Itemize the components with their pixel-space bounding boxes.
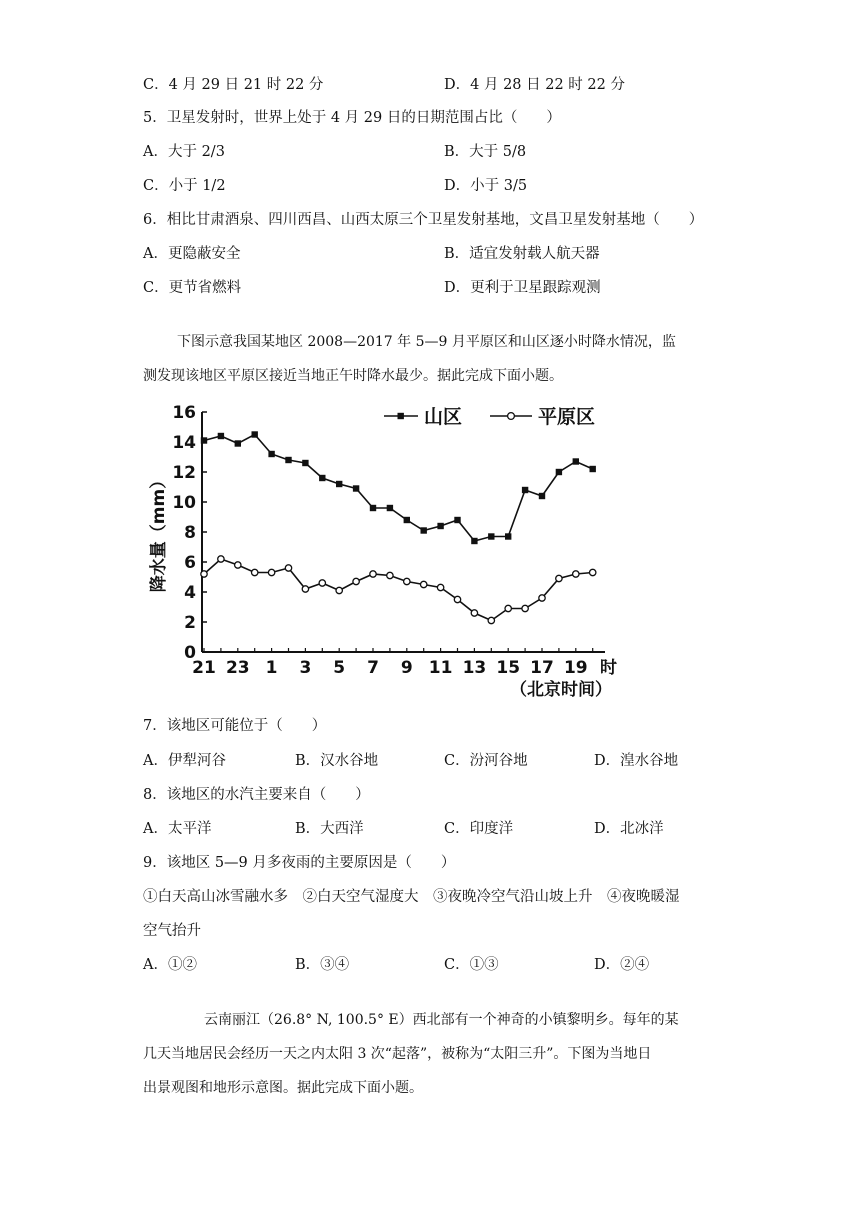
q9-option-a: A．①② <box>143 957 197 973</box>
chart-y-tick-label: 0 <box>184 643 196 663</box>
q5-option-a: A．大于 2/3 <box>143 144 225 160</box>
chart-x-tick-label: 23 <box>225 658 250 678</box>
q8-option-a: A．太平洋 <box>143 821 212 837</box>
chart-point-mountain <box>268 451 274 457</box>
chart-point-plain <box>235 562 241 568</box>
chart-y-tick-label: 4 <box>184 583 196 603</box>
chart-point-plain <box>539 595 545 601</box>
intro2-line3: 出景观图和地形示意图。据此完成下面小题。 <box>143 1080 423 1096</box>
q7-option-d: D．湟水谷地 <box>594 753 679 769</box>
chart-point-plain <box>302 586 308 592</box>
legend-label-plain: 平原区 <box>538 406 596 428</box>
chart-x-axis-unit: 时 <box>600 658 617 678</box>
chart-point-plain <box>268 569 274 575</box>
chart-x-tick-label: 3 <box>299 658 312 678</box>
chart-point-mountain <box>488 533 494 539</box>
chart-y-tick-label: 8 <box>184 523 196 543</box>
chart-point-mountain <box>387 505 393 511</box>
chart-x-tick-label: 9 <box>400 658 413 678</box>
q5-option-c: C．小于 1/2 <box>143 178 226 194</box>
q6-option-b: B．适宜发射载人航天器 <box>444 246 600 262</box>
chart-point-plain <box>319 580 325 586</box>
chart-point-mountain <box>522 487 528 493</box>
chart-point-mountain <box>404 517 410 523</box>
q6-option-c: C．更节省燃料 <box>143 280 242 296</box>
q5-stem: 5．卫星发射时，世界上处于 4 月 29 日的日期范围占比（ ） <box>143 110 561 126</box>
chart-y-tick-label: 6 <box>184 553 196 573</box>
q7-option-c: C．汾河谷地 <box>444 753 528 769</box>
chart-point-mountain <box>556 469 562 475</box>
chart-point-mountain <box>235 440 241 446</box>
chart-point-plain <box>556 575 562 581</box>
chart-point-plain <box>421 581 427 587</box>
q8-option-c: C．印度洋 <box>444 821 514 837</box>
chart-point-plain <box>353 578 359 584</box>
chart-point-mountain <box>454 517 460 523</box>
q9-option-c: C．①③ <box>444 957 499 973</box>
chart-series-line-mountain <box>204 435 593 542</box>
chart-x-axis-note: （北京时间） <box>510 680 612 700</box>
chart-x-tick-label: 13 <box>462 658 487 678</box>
chart-point-mountain <box>336 481 342 487</box>
intro2-line2: 几天当地居民会经历一天之内太阳 3 次“起落”，被称为“太阳三升”。下图为当地日 <box>143 1046 652 1062</box>
q9-items-line2: 空气抬升 <box>143 923 201 939</box>
q8-option-d: D．北冰洋 <box>594 821 664 837</box>
chart-point-mountain <box>201 437 207 443</box>
chart-y-tick-label: 10 <box>172 493 196 513</box>
q6-option-a: A．更隐蔽安全 <box>143 246 241 262</box>
chart-point-mountain <box>252 431 258 437</box>
q9-stem: 9．该地区 5—9 月多夜雨的主要原因是（ ） <box>143 855 456 871</box>
intro1-line2: 测发现该地区平原区接近当地正午时降水最少。据此完成下面小题。 <box>143 368 563 384</box>
chart-point-plain <box>454 596 460 602</box>
q7-stem: 7．该地区可能位于（ ） <box>143 718 327 734</box>
chart-point-plain <box>471 610 477 616</box>
chart-point-plain <box>590 569 596 575</box>
chart-point-mountain <box>285 457 291 463</box>
chart-point-plain <box>387 572 393 578</box>
q7-option-a: A．伊犁河谷 <box>143 753 226 769</box>
legend-label-mountain: 山区 <box>424 406 463 428</box>
chart-point-plain <box>285 565 291 571</box>
q5-option-b: B．大于 5/8 <box>444 144 527 160</box>
chart-point-mountain <box>437 523 443 529</box>
q8-stem: 8．该地区的水汽主要来自（ ） <box>143 787 370 803</box>
chart-point-mountain <box>302 460 308 466</box>
chart-point-mountain <box>353 485 359 491</box>
chart-y-tick-label: 16 <box>172 403 196 423</box>
chart-point-mountain <box>421 527 427 533</box>
chart-point-plain <box>370 571 376 577</box>
chart-x-tick-label: 1 <box>265 658 278 678</box>
chart-point-mountain <box>471 538 477 544</box>
legend-marker-mountain <box>398 413 404 419</box>
q5-option-d: D．小于 3/5 <box>444 178 528 194</box>
chart-y-axis-label: 降水量（mm） <box>149 471 169 593</box>
intro1-line1: 下图示意我国某地区 2008—2017 年 5—9 月平原区和山区逐小时降水情况，监 <box>177 334 676 350</box>
chart-point-mountain <box>539 493 545 499</box>
chart-x-tick-label: 17 <box>530 658 554 678</box>
chart-point-mountain <box>590 466 596 472</box>
chart-y-tick-label: 14 <box>172 433 196 453</box>
chart-x-tick-label: 19 <box>563 658 588 678</box>
legend-marker-plain <box>508 413 515 420</box>
chart-point-mountain <box>319 475 325 481</box>
chart-point-plain <box>336 587 342 593</box>
q9-option-b: B．③④ <box>295 957 350 973</box>
chart-y-tick-label: 12 <box>172 463 196 483</box>
chart-x-tick-label: 11 <box>428 658 453 678</box>
chart-point-plain <box>252 569 258 575</box>
chart-x-tick-label: 7 <box>367 658 379 678</box>
chart-series-line-plain <box>204 559 593 621</box>
chart-x-tick-label: 21 <box>192 658 216 678</box>
q9-option-d: D．②④ <box>594 957 650 973</box>
chart-point-plain <box>522 605 528 611</box>
chart-point-plain <box>201 571 207 577</box>
chart-point-plain <box>573 571 579 577</box>
chart-x-tick-label: 15 <box>496 658 521 678</box>
chart-point-mountain <box>370 505 376 511</box>
q4-option-d: D．4 月 28 日 22 时 22 分 <box>444 77 625 93</box>
q6-option-d: D．更利于卫星跟踪观测 <box>444 280 601 296</box>
chart-point-plain <box>404 578 410 584</box>
chart-y-tick-label: 2 <box>184 613 196 633</box>
chart-point-mountain <box>218 433 224 439</box>
q4-option-c: C．4 月 29 日 21 时 22 分 <box>143 77 324 93</box>
chart-point-plain <box>488 617 494 623</box>
q8-option-b: B．大西洋 <box>295 821 364 837</box>
chart-point-mountain <box>505 533 511 539</box>
chart-point-plain <box>437 584 443 590</box>
intro2-line1: 云南丽江（26.8° N, 100.5° E）西北部有一个神奇的小镇黎明乡。每年的某 <box>204 1012 679 1028</box>
chart-point-mountain <box>573 458 579 464</box>
chart-point-plain <box>505 605 511 611</box>
q6-stem: 6．相比甘肃酒泉、四川西昌、山西太原三个卫星发射基地，文昌卫星发射基地（ ） <box>143 212 704 228</box>
q9-items-line1: ①白天高山冰雪融水多 ②白天空气湿度大 ③夜晚冷空气沿山坡上升 ④夜晚暖湿 <box>143 889 680 905</box>
q7-option-b: B．汉水谷地 <box>295 753 379 769</box>
chart-point-plain <box>218 556 224 562</box>
chart-x-tick-label: 5 <box>333 658 346 678</box>
precipitation-line-chart <box>140 396 630 702</box>
